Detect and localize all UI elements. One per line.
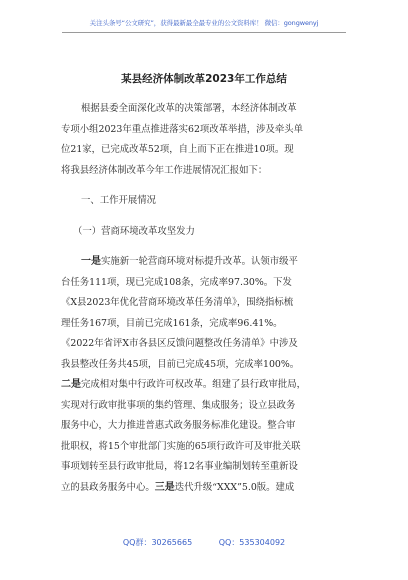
paragraph-line: 批职权，将15个审批部门实施的65项行政许可及审批关联: [61, 440, 301, 452]
intro-line: 专项小组2023年重点推进落实62项改革举措，涉及牵头单: [61, 123, 304, 135]
paragraph-line: 实现对行政审批事项的集约管理、集成服务；设立县政务: [61, 399, 296, 411]
paragraph-line: [61, 478, 351, 499]
paragraph-line: 《X县2023年优化营商环境改革任务清单》，围绕指标梳: [61, 297, 294, 308]
paragraph-text: 立的县政务服务中心。: [61, 481, 155, 493]
page-footer: [0, 537, 408, 548]
header-banner-text: 关注头条号“公文研究”，获得最新最全最专业的公文资料库！ 微信：gongwenyj: [89, 19, 319, 27]
section-heading: 一、工作开展情况: [81, 195, 157, 206]
paragraph-text: 迭代升级“XXX”5.0版。建成: [174, 481, 295, 493]
item-label: 一是: [81, 256, 101, 267]
paragraph-line: 我县整改任务共45项，目前已完成45项，完成率100%。: [61, 358, 300, 370]
paragraph-line: [61, 252, 351, 273]
intro-line: 位21家，已完成改革52项，自上而下正在推进10项。现: [61, 144, 294, 155]
intro-line: 根据县委全面深化改革的决策部署，本经济体制改革: [81, 103, 297, 114]
paragraph-line: 台任务111项，现已完成108条，完成率97.30%。下发: [61, 276, 292, 288]
subsection-heading: （一）营商环境改革攻坚发力: [73, 225, 195, 237]
paragraph-text: 实施新一轮营商环境对标提升改革。认领市级平: [101, 256, 298, 267]
intro-line: 将我县经济体制改革今年工作进展情况汇报如下：: [61, 164, 268, 176]
document-title: 某县经济体制改革2023年工作总结: [121, 73, 287, 85]
paragraph-line: 理任务167项，目前已完成161条，完成率96.41%。: [61, 317, 283, 329]
page-header: [62, 18, 346, 33]
footer-qq-group: QQ群：30265665: [122, 538, 193, 547]
document-body: [61, 99, 351, 498]
paragraph-text: 完成相对集中行政许可权改革。组建了县行政审批局，: [81, 379, 307, 390]
paragraph-line: 事项划转至县行政审批局，将12名事业编制划转至重新设: [61, 461, 298, 472]
footer-qq: QQ：535304092: [218, 538, 286, 547]
item-label: 二是: [61, 379, 81, 390]
item-label: 三是: [154, 481, 175, 493]
paragraph-line: 服务中心，大力推进普惠式政务服务标准化建设。整合审: [61, 420, 296, 431]
paragraph-line: [61, 375, 351, 396]
paragraph-line: 《2022年省评X市各县区反馈问题整改任务清单》中涉及: [61, 338, 298, 349]
